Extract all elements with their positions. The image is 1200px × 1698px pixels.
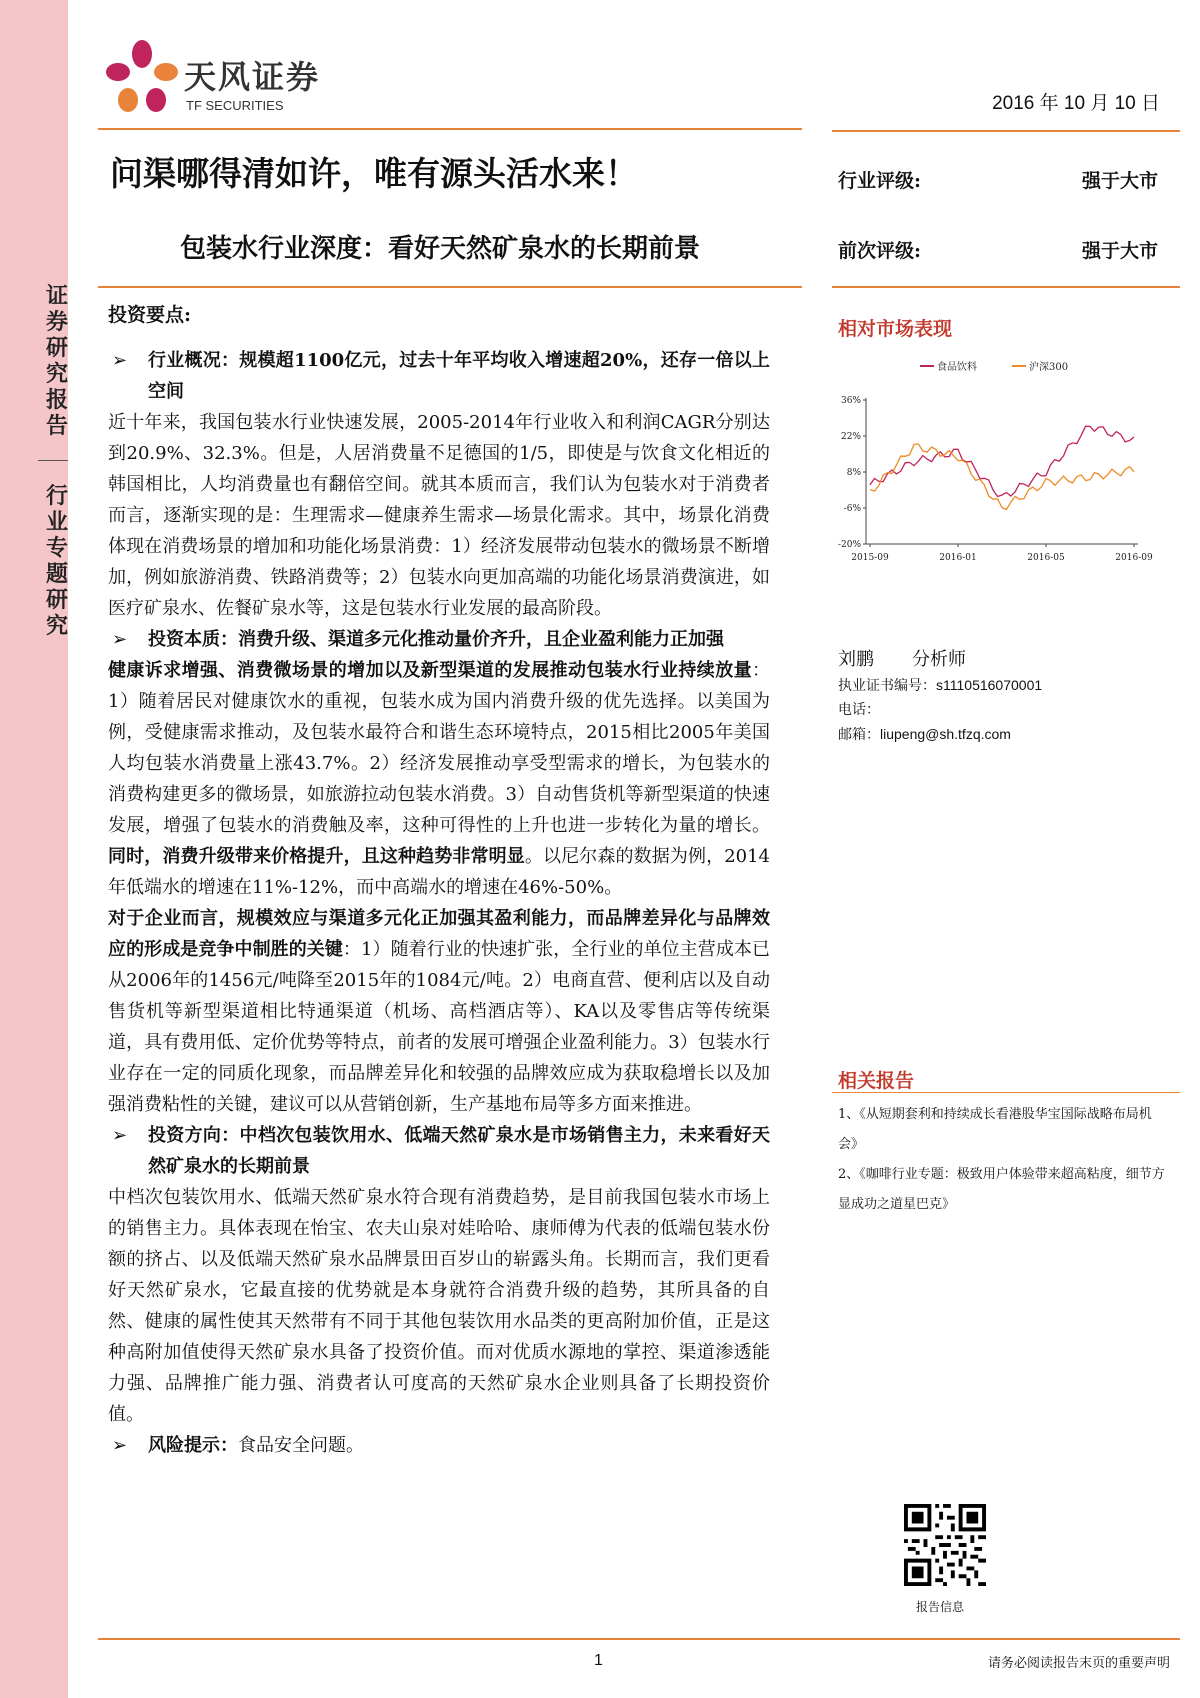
bullet-investment-direction: ➢ 投资方向：中档次包装饮用水、低端天然矿泉水是市场销售主力，未来看好天然矿泉水的长期前景 (108, 1120, 770, 1182)
related-report-link[interactable]: 1、《从短期套利和持续成长看港股华宝国际战略布局机会》 (838, 1107, 1152, 1152)
industry-rating-label: 行业评级: (838, 170, 922, 192)
previous-rating-value: 强于大市 (1081, 240, 1158, 262)
rating-top-rule (832, 130, 1180, 132)
phone-label: 电话： (838, 702, 880, 718)
page-number: 1 (594, 1652, 603, 1669)
arrow-bullet-icon: ➢ (112, 350, 128, 371)
legend-label: 沪深300 (1029, 362, 1069, 373)
arrow-bullet-icon: ➢ (112, 629, 128, 650)
footer-disclaimer: 请务必阅读报告末页的重要声明 (987, 1656, 1170, 1671)
rating-bottom-rule (832, 286, 1180, 288)
flower-logo-icon (106, 40, 178, 116)
x-tick-label: 2016-05 (1027, 553, 1065, 563)
legend-label: 食品饮料 (937, 362, 977, 373)
report-title: 问渠哪得清如许，唯有源头活水来！ (110, 154, 638, 193)
y-tick-label: 36% (840, 396, 861, 406)
arrow-bullet-icon: ➢ (112, 1435, 128, 1456)
cert-label: 执业证书编号： (838, 678, 936, 694)
related-reports-list (838, 1100, 1168, 1220)
x-tick-label: 2015-09 (851, 553, 889, 563)
related-reports-heading: 相关报告 (838, 1070, 915, 1092)
paragraph-enterprise-profitability: 对于企业而言，规模效应与渠道多元化正加强其盈利能力，而品牌差异化与品牌效应的形成是竞争中制胜的关键：1）随着行业的快速扩张，全行业的单位主营成本已从2006年的1456元/吨降至2015年的1084元/吨。2）电商直营、便利店以及自动售货机等新型渠道相比特通渠道（机场、高档酒店等）、KA以及零售店等传统渠道，具有费用低、定价优势等特点，前者的发展可增强企业盈利能力。3）包装水行业存在一定的同质化现象，而品牌差异化和较强的品牌效应成为获取稳增长以及加强消费粘性的关键，建议可以从营销创新，生产基地布局等多方面来推进。 (108, 908, 770, 1115)
bullet-investment-essence: ➢ 投资本质：消费升级、渠道多元化推动量价齐升，且企业盈利能力正加强 (108, 624, 770, 655)
investment-highlights-heading: 投资要点: (108, 304, 192, 326)
analyst-title: 分析师 (912, 649, 966, 670)
y-tick-label: -20% (838, 540, 861, 550)
x-tick-label: 2016-09 (1115, 553, 1153, 563)
qr-code-icon (904, 1504, 986, 1586)
paragraph-investment-direction: 中档次包装饮用水、低端天然矿泉水符合现有消费趋势，是目前我国包装水市场上的销售主力。具体表现在怡宝、农夫山泉对娃哈哈、康师傅为代表的低端包装水份额的挤占、以及低端天然矿泉水品牌景田百岁山的崭露头角。长期而言，我们更看好天然矿泉水，它最直接的优势就是本身就符合消费升级的趋势，其所具备的自然、健康的属性使其天然带有不同于其他包装饮用水品类的更高附加价值，正是这种高附加值使得天然矿泉水具备了投资价值。而对优质水源地的掌控、渠道渗透能力强、品牌推广能力强、消费者认可度高的天然矿泉水企业则具备了长期投资价值。 (108, 1187, 770, 1425)
bullet-industry-overview: ➢ 行业概况：规模超1100亿元，过去十年平均收入增速超20%，还存一倍以上空间 (108, 345, 770, 407)
series-line (870, 444, 1134, 510)
paragraph-consumption-growth: 健康诉求增强、消费微场景的增加以及新型渠道的发展推动包装水行业持续放量：1）随着居民对健康饮水的重视，包装水成为国内消费升级的优先选择。以美国为例，受健康需求推动，及包装水最符合和谐生态环境特点，2015相比2005年美国人均包装水消费量上涨43.7%。2）经济发展推动享受型需求的增长，为包装水的消费构建更多的微场景，如旅游拉动包装水消费。3）自动售货机等新型渠道的快速发展，增强了包装水的消费触及率，这种可得性的上升也进一步转化为量的增长。同时，消费升级带来价格提升，且这种趋势非常明显。以尼尔森的数据为例，2014年低端水的增速在11%-12%，而中高端水的增速在46%-50%。 (108, 660, 771, 898)
analyst-name: 刘鹏 (838, 649, 874, 670)
x-tick-label: 2016-01 (939, 553, 977, 563)
brand-name-en: TF SECURITIES (186, 98, 284, 113)
cert-number: s1110516070001 (936, 677, 1043, 693)
title-top-rule (98, 128, 802, 130)
industry-rating-value: 强于大市 (1081, 170, 1158, 192)
report-body (108, 300, 770, 1461)
relative-performance-heading: 相对市场表现 (838, 318, 953, 340)
related-report-link[interactable]: 2、《咖啡行业专题：极致用户体验带来超高粘度，细节方显成功之道星巴克》 (838, 1167, 1165, 1212)
qr-label: 报告信息 (916, 1600, 965, 1614)
email-label: 邮箱： (838, 727, 880, 743)
report-subtitle: 包装水行业深度：看好天然矿泉水的长期前景 (180, 234, 701, 264)
y-tick-label: 22% (840, 432, 861, 442)
relative-performance-chart (838, 348, 1158, 580)
previous-rating-label: 前次评级: (838, 240, 922, 262)
sidebar (0, 0, 68, 1698)
arrow-bullet-icon: ➢ (112, 1125, 128, 1146)
y-tick-label: -6% (843, 504, 861, 514)
y-tick-label: 8% (846, 468, 861, 478)
brand-name-cn: 天风证券 (184, 58, 321, 96)
analyst-info (838, 648, 1158, 747)
paragraph-industry-overview: 近十年来，我国包装水行业快速发展，2005-2014年行业收入和利润CAGR分别达到20.9%、32.3%。但是，人居消费量不足德国的1/5，即使是与饮食文化相近的韩国相比，人均消费量也有翻倍空间。就其本质而言，我们认为包装水对于消费者而言，逐渐实现的是：生理需求—健康养生需求—场景化需求。其中，场景化消费体现在消费场景的增加和功能化场景消费：1）经济发展带动包装水的微场景不断增加，例如旅游消费、铁路消费等；2）包装水向更加高端的功能化场景消费演进，如医疗矿泉水、佐餐矿泉水等，这是包装水行业发展的最高阶段。 (108, 412, 770, 619)
bullet-risk-warning: ➢ 风险提示：食品安全问题。 (108, 1430, 770, 1461)
series-line (870, 426, 1134, 496)
brand-logo (106, 40, 336, 120)
report-date: 2016 年 10 月 10 日 (992, 93, 1160, 114)
footer-rule (98, 1638, 1180, 1640)
sidebar-report-category: 行业专题研究 (45, 484, 68, 639)
email-link[interactable]: liupeng@sh.tfzq.com (880, 726, 1011, 742)
sidebar-divider (38, 460, 68, 461)
related-reports-rule (832, 1092, 1180, 1093)
sidebar-report-type: 证券研究报告 (45, 284, 68, 439)
title-bottom-rule (98, 286, 802, 288)
